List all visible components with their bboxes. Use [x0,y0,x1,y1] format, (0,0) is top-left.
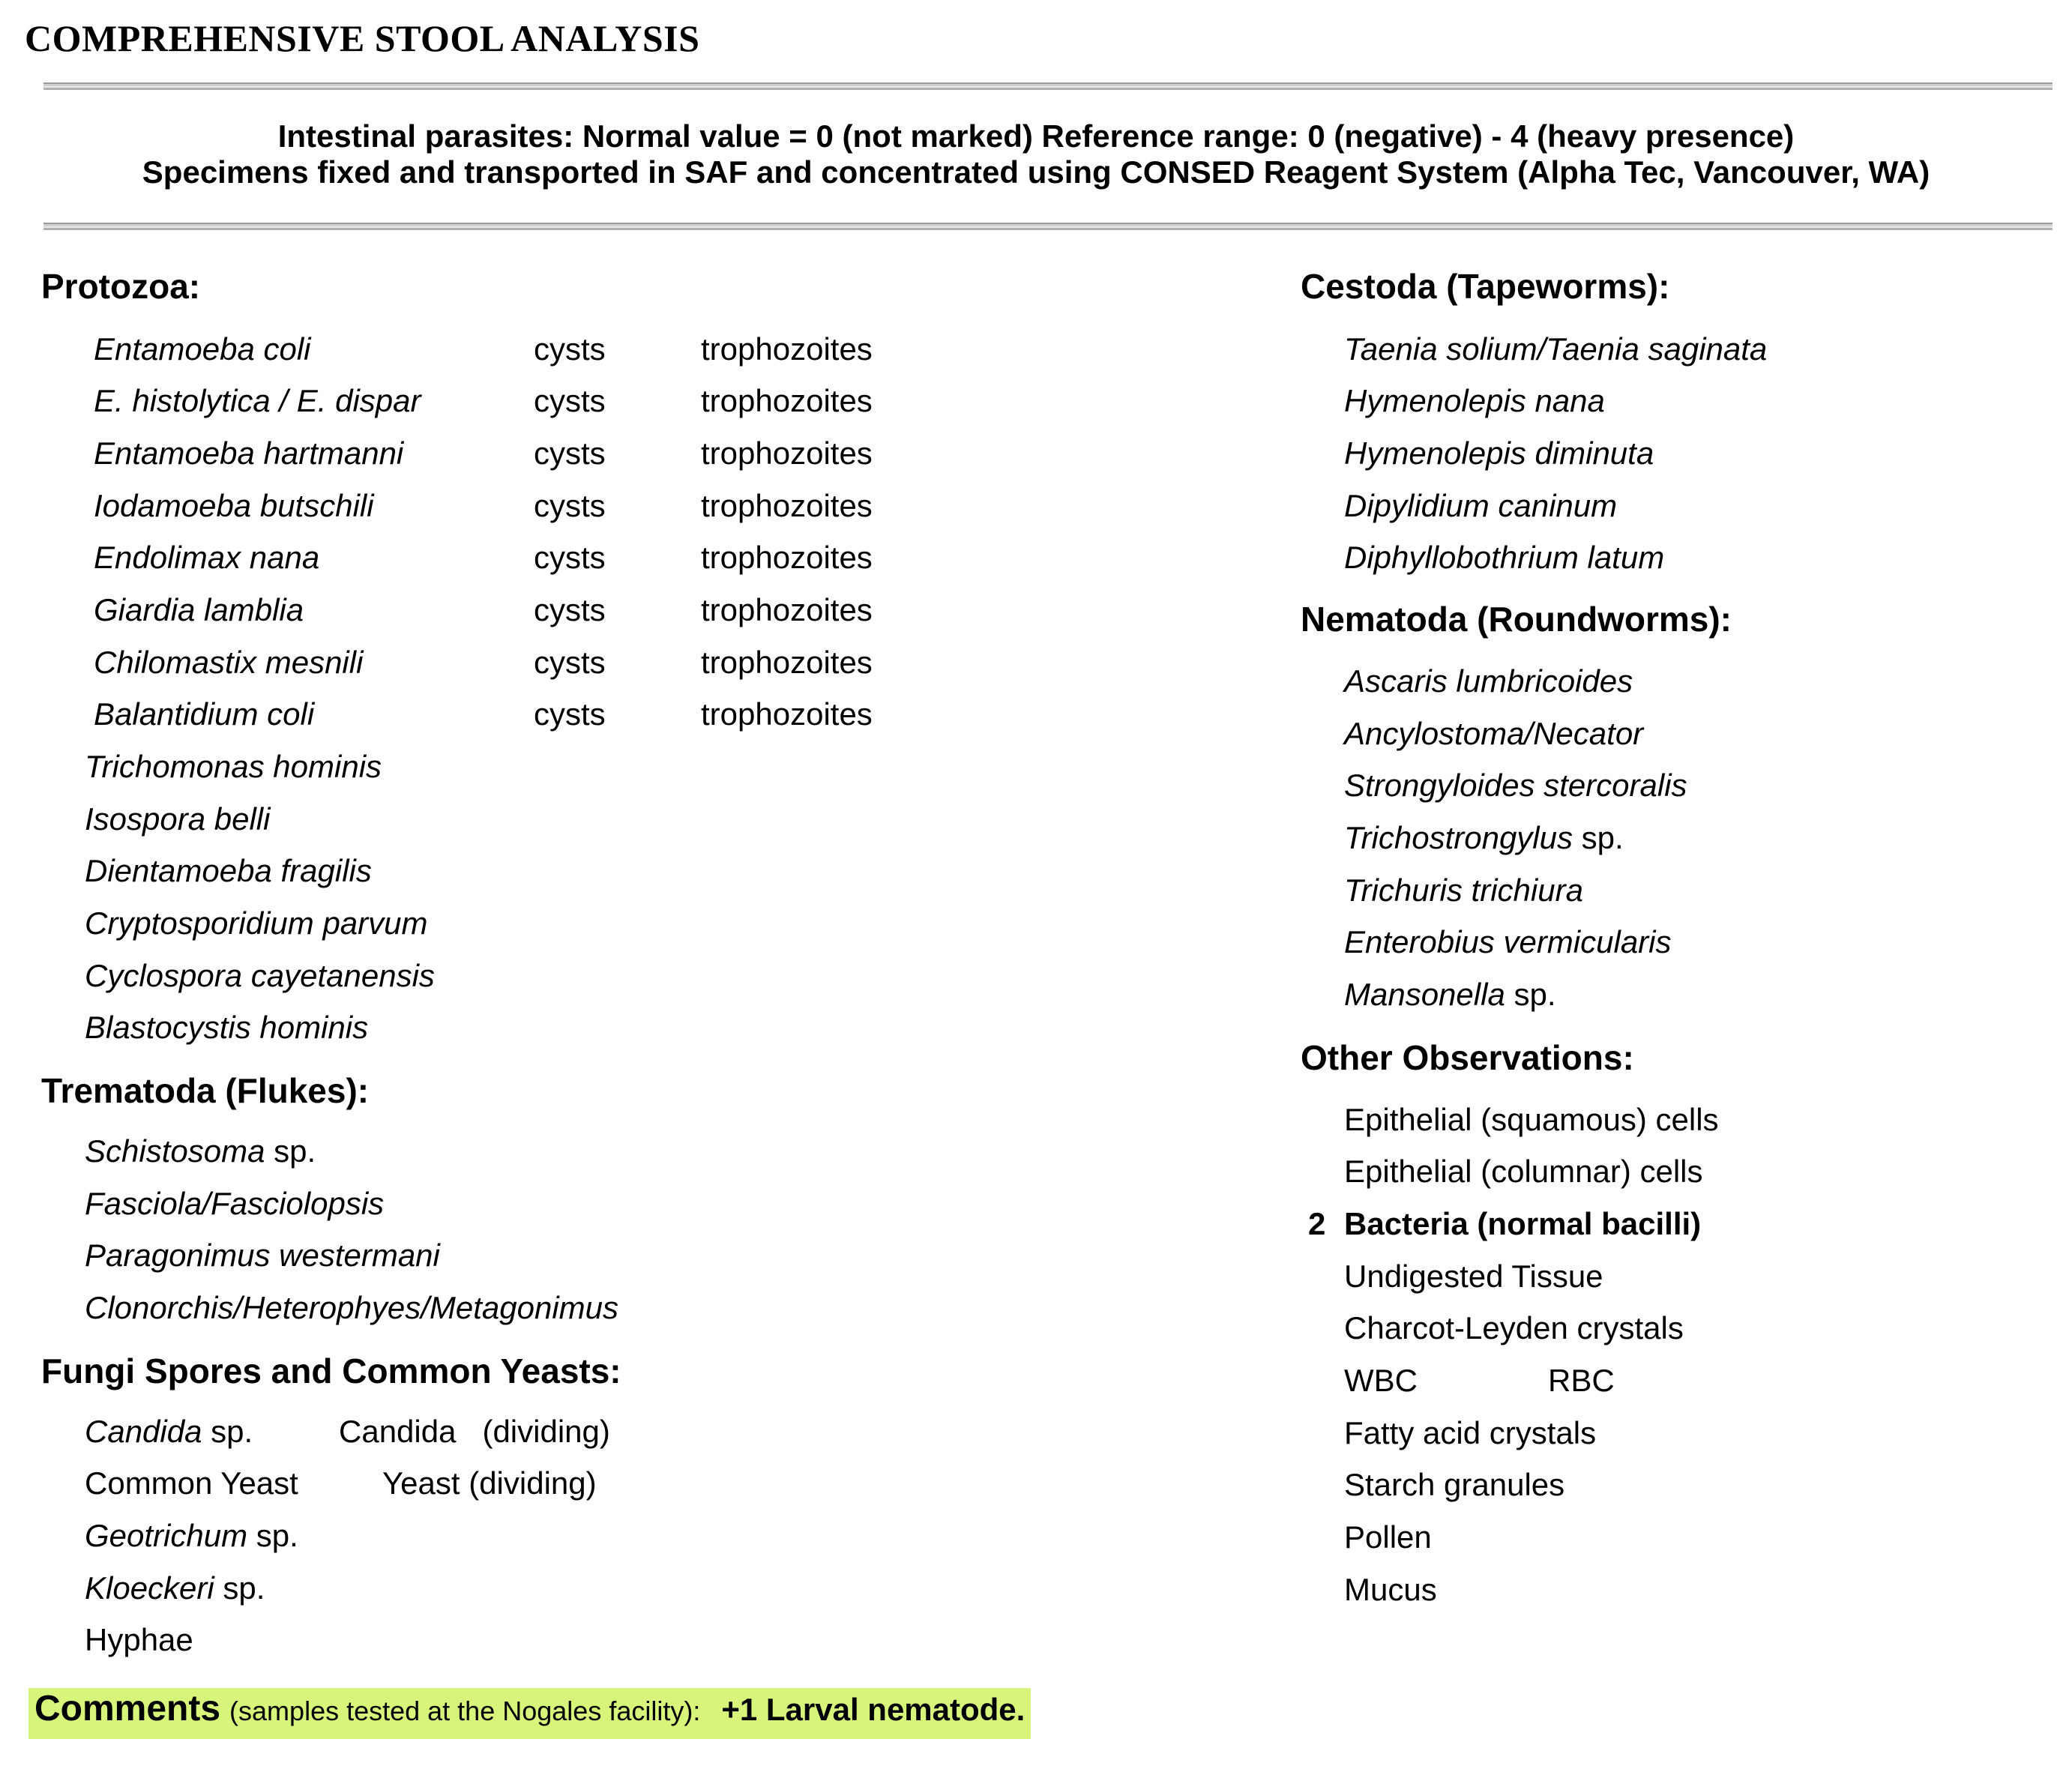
organism-name: Geotrichum [85,1518,248,1553]
comments-label: Comments [34,1689,221,1729]
common-yeast: Common Yeast [85,1465,298,1501]
wbc: WBC [1344,1363,1418,1398]
pollen: Pollen [1344,1519,1432,1555]
species-suffix: sp. [1573,820,1624,855]
organism-name: Iodamoeba butschili [94,488,374,523]
organism-name: Entamoeba hartmanni [94,436,404,471]
starch-granules: Starch granules [1344,1467,1565,1502]
organism-name: Hymenolepis diminuta [1344,436,1654,471]
organism-name: Clonorchis/Heterophyes/Metagonimus [85,1290,619,1325]
organism-entry [85,1570,265,1606]
organism-name: Taenia solium/Taenia saginata [1344,331,1768,367]
candida-dividing: Candida (dividing) [339,1414,610,1449]
protozoa-heading: Protozoa: [41,267,201,306]
organism-entry [1344,977,1556,1013]
comments-note: (samples tested at the Nogales facility): [229,1696,701,1726]
organism-name: Strongyloides stercoralis [1344,768,1687,803]
organism-name: Dipylidium caninum [1344,488,1618,523]
organism-name: Trichuris trichiura [1344,873,1583,908]
organism-name: Blastocystis hominis [85,1010,369,1045]
report-title: COMPREHENSIVE STOOL ANALYSIS [25,17,700,59]
trophozoites-label: trophozoites [701,488,873,523]
organism-name: Balantidium coli [94,696,315,732]
cestoda-heading: Cestoda (Tapeworms): [1301,267,1670,306]
organism-name: Entamoeba coli [94,331,311,367]
organism-name: Diphyllobothrium latum [1344,540,1665,575]
organism-entry [85,1414,253,1450]
comments-result: +1 Larval nematode. [721,1692,1026,1727]
yeast-dividing: Yeast (dividing) [382,1465,597,1501]
charcot-leyden-crystals: Charcot-Leyden crystals [1344,1310,1684,1345]
cysts-label: cysts [534,331,606,367]
divider-top [43,82,2053,90]
species-suffix: sp. [247,1518,298,1553]
organism-name: Ascaris lumbricoides [1344,663,1633,699]
trematoda-heading: Trematoda (Flukes): [41,1071,370,1110]
trophozoites-label: trophozoites [701,436,873,471]
cysts-label: cysts [534,436,606,471]
organism-name: Dientamoeba fragilis [85,853,372,888]
cysts-label: cysts [534,540,606,575]
trophozoites-label: trophozoites [701,383,873,418]
organism-name: Isospora belli [85,801,271,837]
species-suffix: sp. [1505,977,1556,1012]
organism-name: Chilomastix mesnili [94,645,364,680]
organism-name: Mansonella [1344,977,1505,1012]
epithelial-columnar: Epithelial (columnar) cells [1344,1154,1703,1189]
cysts-label: cysts [534,696,606,732]
organism-name: Hymenolepis nana [1344,383,1605,418]
species-suffix: sp. [202,1414,253,1449]
hyphae: Hyphae [85,1622,193,1657]
nematoda-heading: Nematoda (Roundworms): [1301,600,1732,639]
cysts-label: cysts [534,488,606,523]
epithelial-squamous: Epithelial (squamous) cells [1344,1102,1719,1137]
bacteria-score: 2 [1308,1206,1326,1241]
organism-entry [1344,820,1624,856]
cysts-label: cysts [534,383,606,418]
comments-highlight [28,1688,1031,1739]
organism-name: Enterobius vermicularis [1344,924,1672,959]
trophozoites-label: trophozoites [701,592,873,627]
fungi-heading: Fungi Spores and Common Yeasts: [41,1351,621,1390]
organism-name: Trichomonas hominis [85,749,382,784]
other-observations-heading: Other Observations: [1301,1038,1634,1077]
fatty-acid-crystals: Fatty acid crystals [1344,1415,1597,1450]
organism-name: Trichostrongylus [1344,820,1573,855]
organism-name: E. histolytica / E. dispar [94,383,421,418]
organism-name: Cyclospora cayetanensis [85,958,435,993]
trophozoites-label: trophozoites [701,645,873,680]
organism-name: Ancylostoma/Necator [1344,716,1644,751]
organism-name: Endolimax nana [94,540,320,575]
cysts-label: cysts [534,592,606,627]
reference-range-note: Intestinal parasites: Normal value = 0 (not marked) Reference range: 0 (negative) - 4 (heavy presence) [277,118,1795,154]
organism-name: Fasciola/Fasciolopsis [85,1186,385,1221]
specimen-method-note: Specimens fixed and transported in SAF and concentrated using CONSED Reagent System (Alpha Tec, Vancouver, WA) [142,154,1930,190]
organism-name: Paragonimus westermani [85,1238,440,1273]
mucus: Mucus [1344,1572,1437,1607]
species-suffix: sp. [214,1570,265,1606]
species-suffix: sp. [265,1133,316,1169]
trophozoites-label: trophozoites [701,540,873,575]
cysts-label: cysts [534,645,606,680]
organism-name: Candida [85,1414,202,1449]
organism-name: Cryptosporidium parvum [85,905,428,941]
organism-name: Schistosoma [85,1133,265,1169]
bacteria-label: Bacteria (normal bacilli) [1344,1206,1702,1241]
divider-bottom [43,223,2053,230]
organism-name: Kloeckeri [85,1570,214,1606]
trophozoites-label: trophozoites [701,696,873,732]
organism-entry [85,1133,316,1169]
trophozoites-label: trophozoites [701,331,873,367]
organism-name: Giardia lamblia [94,592,304,627]
organism-entry [85,1518,298,1554]
undigested-tissue: Undigested Tissue [1344,1259,1603,1294]
rbc: RBC [1548,1363,1615,1398]
